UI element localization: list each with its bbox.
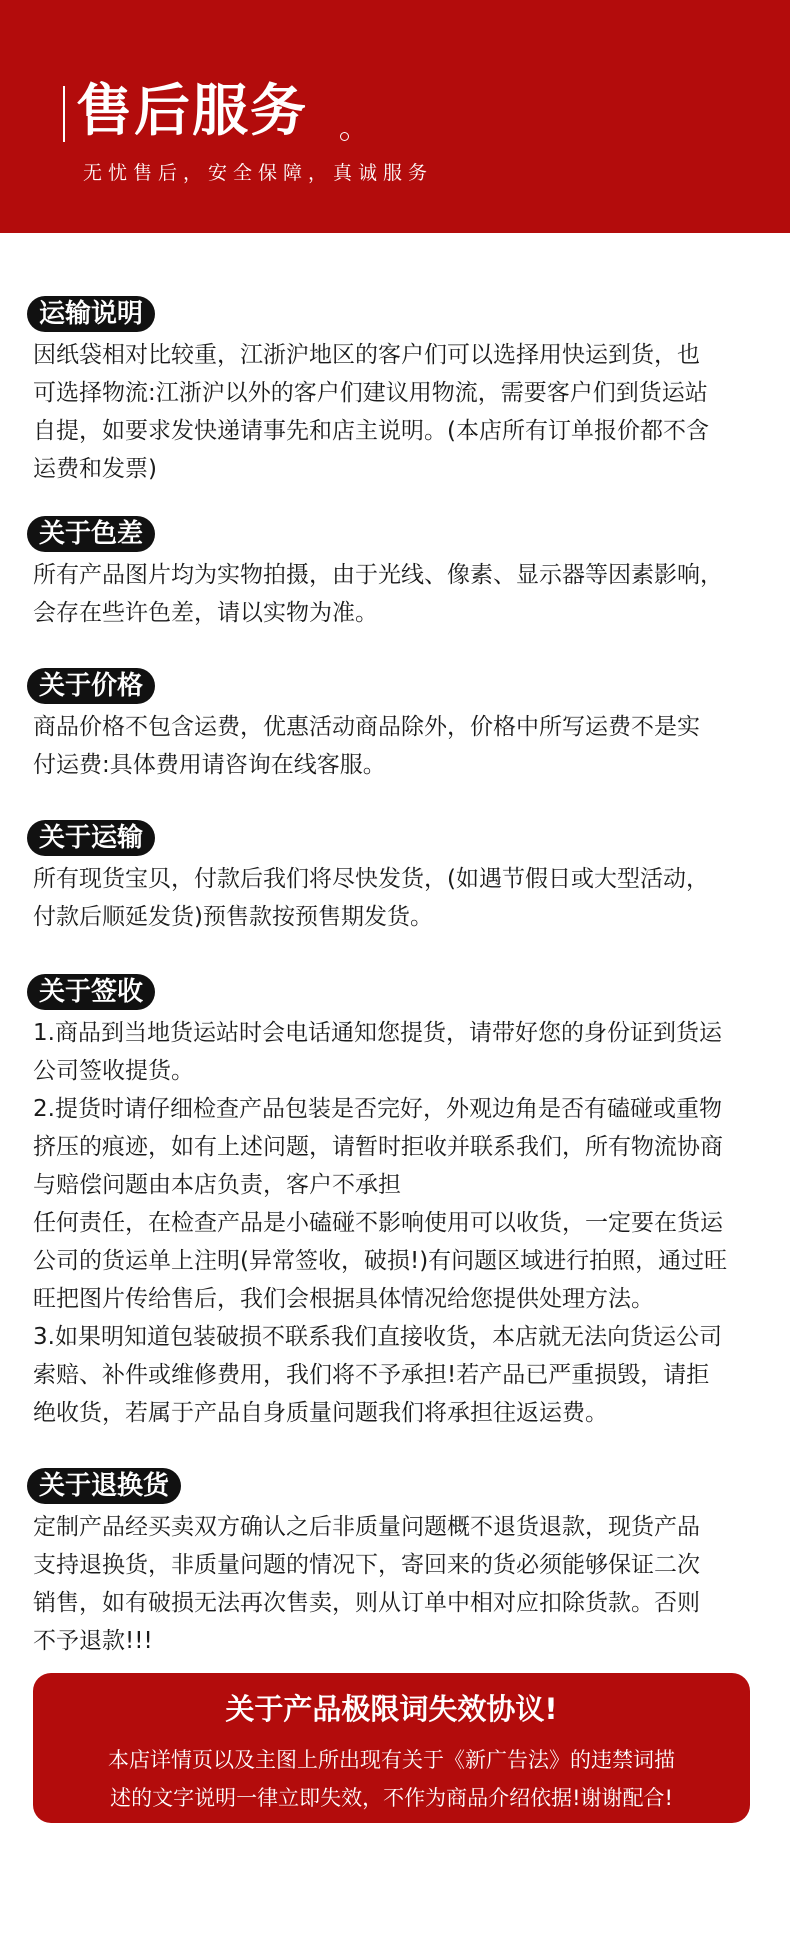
notice-text: 本店详情页以及主图上所出现有关于《新广告法》的违禁词描 述的文字说明一律立即失效，不作为商品介绍依据!谢谢配合! xyxy=(108,1748,675,1810)
title-period-mark xyxy=(340,132,349,141)
section-heading-price: 关于价格 xyxy=(27,668,155,704)
section-heading-receipt: 关于签收 xyxy=(27,974,155,1010)
page-subtitle: 无忧售后，安全保障，真诚服务 xyxy=(83,162,434,184)
section-text-color: 所有产品图片均为实物拍摄，由于光线、像素、显示器等因素影响， 会存在些许色差，请以实物为准。 xyxy=(33,562,723,626)
section-text-transport: 所有现货宝贝，付款后我们将尽快发货，(如遇节假日或大型活动， 付款后顺延发货)预售款按预售期发货。 xyxy=(33,866,709,930)
section-heading-color: 关于色差 xyxy=(27,516,155,552)
section-heading-shipping: 运输说明 xyxy=(27,296,155,332)
notice-title: 关于产品极限词失效协议! xyxy=(225,1692,558,1726)
section-heading-returns: 关于退换货 xyxy=(27,1468,181,1504)
section-heading-transport: 关于运输 xyxy=(27,820,155,856)
section-text-receipt: 1.商品到当地货运站时会电话通知您提货，请带好您的身份证到货运 公司签收提货。 2.提货时请仔细检查产品包装是否完好，外观边角是否有磕碰或重物 挤压的痕迹，如有上述问题，请暂时拒收并联系我们，所有物流协商 与赔偿问题由本店负责，客户不承担 任何责任，在检查产品是小磕碰不影响使用可以收货，一定要在货运 公司的货运单上注明(异常签收，破损!)有问题区域进行拍照，通过旺 旺把图片传给售后，我们会根据具体情况给您提供处理方法。 3.如果明知道包装破损不联系我们直接收货，本店就无法向货运公司 索赔、补件或维修费用，我们将不予承担!若产品已严重损毁，请拒 绝收货，若属于产品自身质量问题我们将承担往返运费。 xyxy=(33,1020,728,1426)
header-banner xyxy=(0,0,790,233)
section-text-returns: 定制产品经买卖双方确认之后非质量问题概不退货退款，现货产品 支持退换货，非质量问题的情况下，寄回来的货必须能够保证二次 销售，如有破损无法再次售卖，则从订单中相对应扣除货款。否则 不予退款!!! xyxy=(33,1514,700,1654)
section-text-price: 商品价格不包含运费，优惠活动商品除外，价格中所写运费不是实 付运费:具体费用请咨询在线客服。 xyxy=(33,714,700,778)
title-accent-bar xyxy=(63,86,65,142)
ad-law-notice-box xyxy=(33,1673,750,1823)
section-text-shipping: 因纸袋相对比较重，江浙沪地区的客户们可以选择用快运到货，也 可选择物流:江浙沪以外的客户们建议用物流，需要客户们到货运站 自提，如要求发快递请事先和店主说明。(本店所有订单报价都不含 运费和发票) xyxy=(33,342,709,482)
page-title: 售后服务 xyxy=(76,79,308,144)
